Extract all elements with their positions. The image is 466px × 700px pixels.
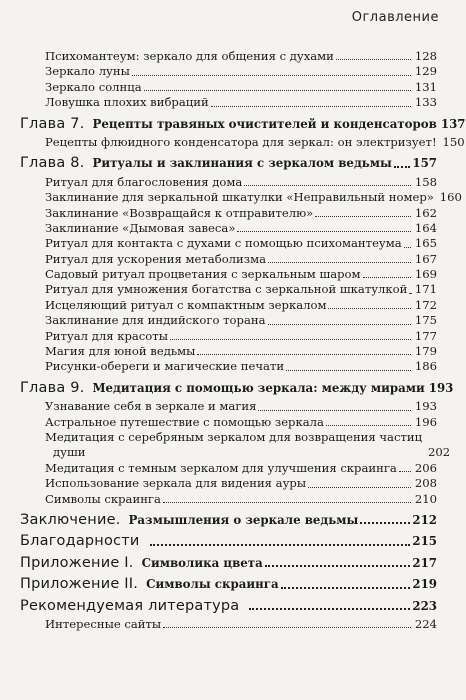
toc-entry-title-line2: души	[53, 445, 86, 460]
toc-page-number: 171	[414, 282, 437, 297]
toc-entry-row	[20, 313, 437, 328]
toc-leader-dots	[315, 216, 411, 217]
toc-leader-dots	[409, 293, 411, 294]
toc-chapter-prefix: Глава 9.	[20, 379, 85, 396]
toc-leader-dots	[268, 324, 412, 325]
toc-leader-dots	[258, 410, 411, 411]
toc-entry-title: Ритуал для красоты	[45, 328, 168, 343]
toc-leader-dots	[363, 277, 411, 278]
toc-entry-row	[20, 399, 437, 414]
toc-entry-row	[20, 492, 437, 507]
toc-page-number: 129	[414, 64, 437, 79]
toc-chapter-title	[20, 381, 425, 396]
toc-chapter-prefix: Заключение.	[20, 511, 121, 528]
toc-entry-title: Интересные сайты	[45, 616, 162, 631]
toc-entry-row	[20, 298, 437, 313]
toc-entry-row	[20, 359, 437, 374]
toc-leader-dots	[150, 544, 411, 546]
toc-leader-dots	[281, 587, 411, 589]
toc-leader-dots	[308, 487, 411, 488]
toc-chapter-name: Ритуалы и заклинания с зеркалом ведьмы	[92, 156, 392, 171]
toc-chapter-title	[20, 513, 358, 528]
toc-entry-title: Зеркало луны	[45, 64, 130, 79]
toc-entry-title: Медитация с темным зеркалом для улучшения скраинга	[45, 460, 397, 475]
toc-entry-title: Ритуал для контакта с духами с помощью психомантеума	[45, 236, 402, 251]
toc-entry-title: Заклинание «Возвращайся к отправителю»	[45, 205, 314, 220]
toc-page-number: 215	[412, 534, 437, 549]
toc-page-number: 131	[414, 79, 437, 94]
toc-chapter-title	[20, 117, 437, 132]
toc-chapter-title	[20, 577, 279, 592]
toc-entry-row	[20, 206, 437, 221]
toc-entry-title: Ритуал для благословения дома	[45, 174, 243, 189]
toc-page-number: 219	[412, 577, 437, 592]
toc-chapter-row	[20, 577, 437, 592]
toc-entry-row	[20, 429, 451, 461]
toc-page-number: 160	[439, 190, 462, 205]
toc-page-number: 224	[414, 616, 437, 631]
toc-leader-dots	[336, 59, 411, 60]
toc-entry-row	[20, 80, 437, 95]
toc-leader-dots	[268, 262, 411, 263]
toc-entry-title	[45, 430, 422, 461]
toc-chapter-row	[20, 513, 437, 528]
toc-entry-title: Ловушка плохих вибраций	[45, 95, 209, 110]
toc-entry-row	[20, 134, 465, 150]
toc-leader-dots	[132, 75, 411, 76]
toc-leader-dots	[244, 185, 411, 186]
toc-entry-title: Рецепты флюидного конденсатора для зеркал: он электризует!	[45, 134, 437, 149]
toc-chapter-name: Размышления о зеркале ведьмы	[128, 512, 359, 527]
toc-entry-row	[20, 282, 437, 297]
toc-entry-row	[20, 221, 437, 236]
toc-leader-dots	[163, 627, 411, 628]
toc-page-number: 150	[442, 134, 465, 149]
toc-entry-title: Узнавание себя в зеркале и магия	[45, 399, 257, 414]
toc-page-number: 210	[414, 491, 437, 506]
toc-page-number: 172	[414, 297, 437, 312]
toc-entry-title: Садовый ритуал процветания с зеркальным шаром	[45, 267, 361, 282]
toc-chapter-prefix: Благодарности	[20, 533, 140, 550]
toc-entry-title: Исцеляющий ритуал с компактным зеркалом	[45, 297, 327, 312]
toc-entry-title-line1: Медитация с серебряным зеркалом для возвращения частиц	[45, 429, 423, 444]
toc-chapter-row	[20, 534, 437, 549]
toc-entry-title: Заклинание «Дымовая завеса»	[45, 220, 236, 235]
toc-chapter-name: Рецепты травяных очистителей и конденсаторов	[92, 116, 437, 131]
toc-chapter-title	[20, 156, 392, 171]
toc-chapter-name: Медитация с помощью зеркала: между мирами	[92, 380, 425, 395]
toc-leader-dots	[394, 166, 410, 168]
toc-page-number: 133	[414, 95, 437, 110]
toc-leader-dots	[237, 231, 411, 232]
toc-entry-row	[20, 617, 437, 632]
toc-leader-dots	[197, 354, 411, 355]
toc-leader-dots	[326, 425, 411, 426]
toc-leader-dots	[360, 522, 410, 524]
toc-page-number: 165	[414, 236, 437, 251]
toc-entry-title: Магия для юной ведьмы	[45, 344, 196, 359]
toc-page-number: 177	[414, 328, 437, 343]
page-header: Оглавление	[351, 10, 439, 25]
toc-entry-row	[20, 190, 462, 205]
toc-leader-dots	[170, 339, 411, 340]
toc-page-number: 137	[440, 116, 466, 131]
table-of-contents	[20, 49, 466, 632]
toc-page-number: 223	[412, 598, 437, 613]
toc-chapter-row	[20, 379, 454, 396]
toc-leader-dots	[328, 308, 411, 309]
toc-chapter-prefix: Приложение I.	[20, 554, 134, 571]
toc-entry-title: Символы скраинга	[45, 491, 161, 506]
toc-entry-title: Рисунки-обереги и магические печати	[45, 359, 285, 374]
toc-entry-row	[20, 252, 437, 267]
toc-entry-row	[20, 267, 437, 282]
toc-entry-row	[20, 415, 437, 430]
toc-entry-title: Зеркало солнца	[45, 79, 142, 94]
toc-page-number: 167	[414, 251, 437, 266]
toc-entry-row	[20, 236, 437, 251]
toc-page-number: 175	[414, 313, 437, 328]
toc-page-number: 217	[412, 555, 437, 570]
toc-leader-dots	[399, 471, 411, 472]
toc-entry-row	[20, 175, 437, 190]
toc-entry-row	[20, 64, 437, 79]
toc-page-number: 158	[414, 174, 437, 189]
toc-entry-row	[20, 329, 437, 344]
toc-chapter-row	[20, 556, 437, 571]
toc-entry-title: Использование зеркала для видения ауры	[45, 476, 307, 491]
toc-page-number: 128	[414, 49, 437, 63]
toc-page-number: 164	[414, 220, 437, 235]
toc-page-number: 206	[414, 460, 437, 475]
toc-entry-row	[20, 95, 437, 110]
toc-entry-row	[20, 461, 437, 476]
toc-chapter-title	[20, 534, 148, 549]
toc-entry-title: Заклинание для индийского торана	[45, 313, 266, 328]
toc-leader-dots	[144, 90, 411, 91]
toc-chapter-row	[20, 115, 466, 132]
toc-entry-row	[20, 476, 437, 491]
toc-page-number: 208	[414, 476, 437, 491]
toc-entry-title: Заклинание для зеркальной шкатулки «Неправильный номер»	[45, 190, 434, 205]
toc-page-number: 212	[412, 512, 437, 527]
toc-chapter-title	[20, 599, 247, 614]
toc-chapter-prefix: Рекомендуемая литература	[20, 597, 240, 614]
toc-chapter-prefix: Глава 8.	[20, 155, 85, 172]
toc-chapter-prefix: Глава 7.	[20, 115, 85, 132]
toc-page-number: 193	[414, 399, 437, 414]
toc-chapter-row	[20, 599, 437, 614]
toc-page-number: 179	[414, 344, 437, 359]
toc-page-number: 186	[414, 359, 437, 374]
toc-page-number: 169	[414, 267, 437, 282]
toc-entry-title: Ритуал для умножения богатства с зеркальной шкатулкой	[45, 282, 408, 297]
toc-chapter-row	[20, 156, 437, 171]
toc-chapter-name: Символы скраинга	[146, 577, 279, 592]
toc-page-number: 196	[414, 414, 437, 429]
toc-chapter-title	[20, 556, 263, 571]
toc-entry-title: Ритуал для ускорения метаболизма	[45, 251, 267, 266]
toc-chapter-name: Символика цвета	[141, 555, 263, 570]
toc-leader-dots	[404, 247, 411, 248]
toc-page-number: 193	[428, 380, 454, 395]
toc-leader-dots	[211, 106, 411, 107]
toc-entry-title: Психомантеум: зеркало для общения с духами	[45, 49, 334, 63]
toc-page-number: 162	[414, 205, 437, 220]
toc-entry-row	[20, 344, 437, 359]
toc-leader-dots	[249, 608, 410, 610]
toc-page-number: 202	[427, 445, 451, 460]
toc-entry-row	[20, 49, 437, 64]
toc-leader-dots	[163, 502, 411, 503]
toc-leader-dots	[265, 565, 411, 567]
toc-entry-title: Астральное путешествие с помощью зеркала	[45, 414, 324, 429]
toc-chapter-prefix: Приложение II.	[20, 576, 139, 593]
toc-leader-dots	[286, 370, 411, 371]
toc-page-number: 157	[412, 156, 437, 171]
